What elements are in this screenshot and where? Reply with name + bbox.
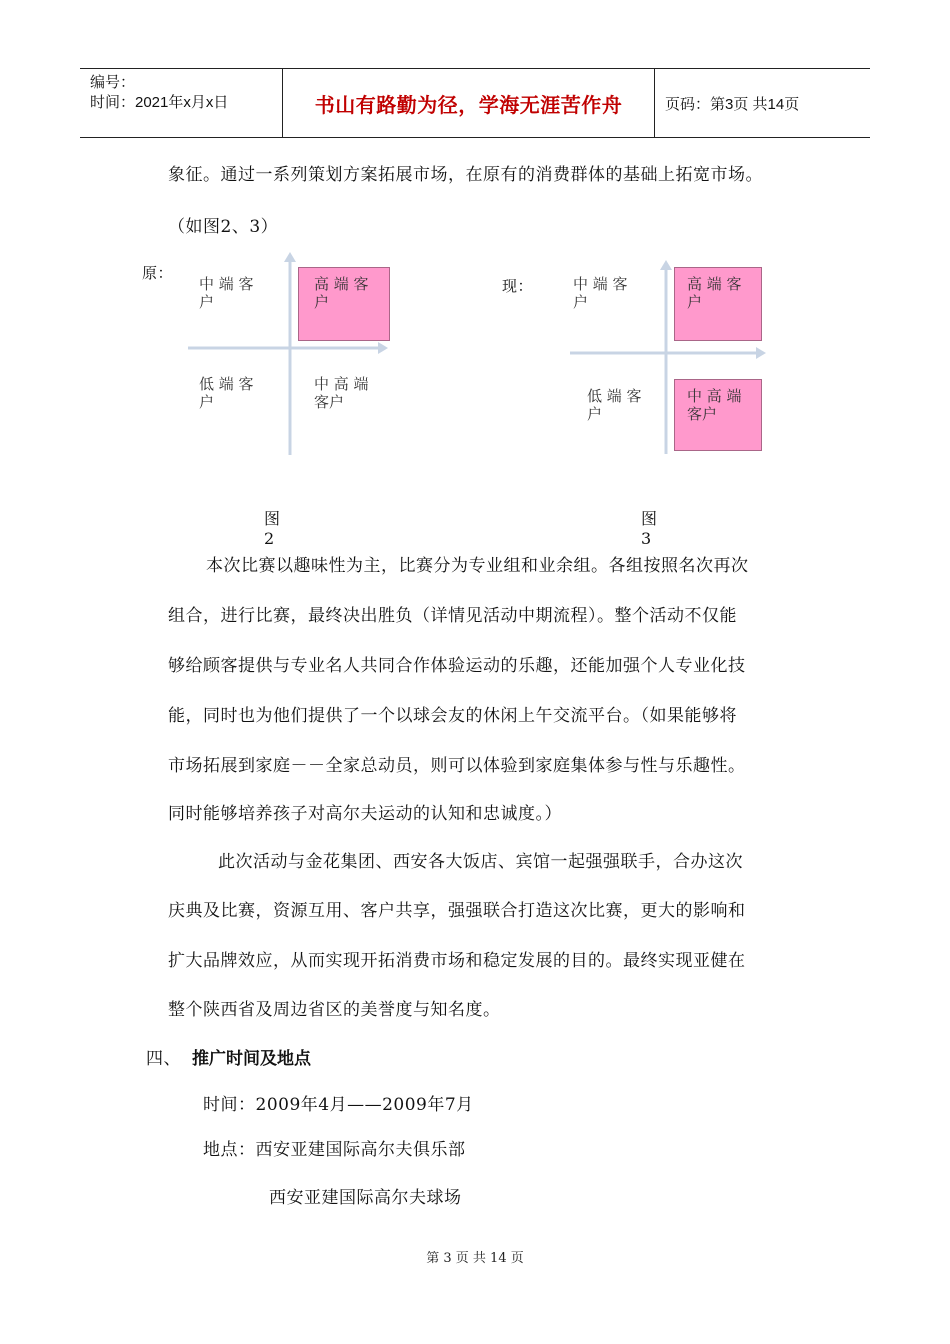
paragraph-line: 市场拓展到家庭－－全家总动员，则可以体验到家庭集体参与性与乐趣性。 — [168, 756, 746, 776]
header-divider — [654, 69, 655, 137]
paragraph-line: 整个陕西省及周边省区的美誉度与知名度。 — [168, 1000, 501, 1020]
section-number: 四、 — [146, 1049, 181, 1069]
paragraph-line: （如图2、3） — [168, 217, 279, 237]
quadrant-label: 高 端 客 户 — [687, 275, 742, 311]
event-time: 时间：2009年4月——2009年7月 — [203, 1095, 474, 1115]
quadrant-label: 低 端 客 户 — [199, 375, 254, 411]
header-meta — [90, 73, 228, 113]
figure-caption: 图3 — [641, 509, 658, 548]
event-place: 地点：西安亚建国际高尔夫俱乐部 — [203, 1140, 466, 1160]
quadrant-label: 高 端 客 户 — [314, 275, 369, 311]
quadrant-label: 中 高 端 客户 — [314, 375, 369, 411]
page-footer: 第 3 页 共 14 页 — [426, 1251, 524, 1266]
figure-caption: 图2 — [264, 509, 281, 548]
header-motto: 书山有路勤为径，学海无涯苦作舟 — [314, 92, 623, 117]
paragraph-line: 本次比赛以趣味性为主，比赛分为专业组和业余组。各组按照名次再次 — [206, 556, 749, 576]
figure-prefix: 现： — [502, 277, 534, 295]
section-heading: 推广时间及地点 — [192, 1049, 311, 1069]
paragraph-line: 够给顾客提供与专业名人共同合作体验运动的乐趣，还能加强个人专业化技 — [168, 656, 746, 676]
quadrant-label: 中 高 端 客户 — [687, 387, 742, 423]
quadrant-label: 中 端 客 户 — [573, 275, 628, 311]
header-page-number: 页码：第3页 共14页 — [665, 95, 800, 113]
paragraph-line: 同时能够培养孩子对高尔夫运动的认知和忠诚度。） — [168, 804, 562, 824]
paragraph-line: 扩大品牌效应，从而实现开拓消费市场和稳定发展的目的。最终实现亚健在 — [168, 951, 746, 971]
figure-prefix: 原： — [142, 264, 174, 282]
header-number: 编号： — [90, 74, 136, 91]
quadrant-label: 低 端 客 户 — [587, 387, 642, 423]
quadrant-label: 中 端 客 户 — [199, 275, 254, 311]
paragraph-line: 象征。通过一系列策划方案拓展市场，在原有的消费群体的基础上拓宽市场。 — [168, 165, 763, 185]
paragraph-line: 此次活动与金花集团、西安各大饭店、宾馆一起强强联手，合办这次 — [218, 852, 743, 872]
page-header — [80, 68, 870, 138]
header-time: 时间：2021年x月x日 — [90, 94, 229, 111]
paragraph-line: 能，同时也为他们提供了一个以球会友的休闲上午交流平台。（如果能够将 — [168, 706, 737, 726]
paragraph-line: 组合，进行比赛，最终决出胜负（详情见活动中期流程）。整个活动不仅能 — [168, 606, 737, 626]
paragraph-line: 庆典及比赛，资源互用、客户共享，强强联合打造这次比赛，更大的影响和 — [168, 901, 746, 921]
event-place-secondary: 西安亚建国际高尔夫球场 — [269, 1188, 462, 1208]
